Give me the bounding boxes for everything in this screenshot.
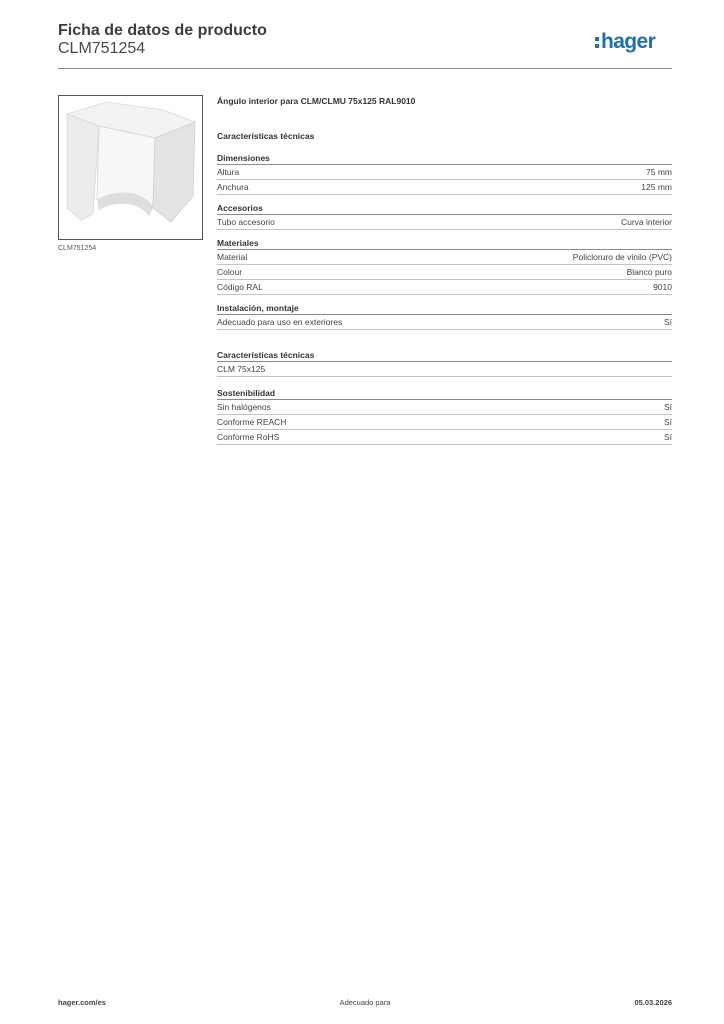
spec-value: Sí [663,417,672,427]
spec-row [217,265,672,280]
footer-website-link[interactable]: hager.com/es [58,998,106,1007]
spec-value: Policloruro de vinilo (PVC) [572,252,672,262]
spec-value: Sí [663,402,672,412]
spec-label: Conforme REACH [217,417,287,427]
spec-row [217,180,672,195]
document-header [58,22,267,58]
spec-row [217,250,672,265]
spec-label: Conforme RoHS [217,432,280,442]
group-accesorios [217,202,672,230]
spec-value: Sí [663,317,672,327]
group-title: Sostenibilidad [217,387,672,400]
group-sostenibilidad [217,387,672,445]
spec-label: Tubo accesorio [217,217,275,227]
group-tecnicas [217,349,672,377]
group-materiales [217,237,672,295]
footer-note: Adecuado para [339,998,391,1007]
group-title: Dimensiones [217,152,672,165]
group-title: Características técnicas [217,349,672,362]
image-caption: CLM751254 [58,245,97,252]
spec-row [217,400,672,415]
spec-row [217,415,672,430]
product-description: Ángulo interior para CLM/CLMU 75x125 RAL9010 [217,96,416,106]
spec-value: 125 mm [641,182,672,192]
spec-label: Colour [217,267,243,277]
group-title: Materiales [217,237,672,250]
group-dimensiones [217,152,672,195]
spec-label: Sin halógenos [217,402,271,412]
spec-value: Sí [663,432,672,442]
group-title: Accesorios [217,202,672,215]
page-title: Ficha de datos de producto [58,22,267,39]
spec-value: 75 mm [646,167,672,177]
hager-logo-icon [594,29,674,55]
product-image [58,95,203,240]
spec-value: 9010 [653,282,672,292]
spec-label: Material [217,252,248,262]
spec-label: CLM 75x125 [217,364,266,374]
spec-row [217,215,672,230]
spec-row [217,165,672,180]
group-instalacion [217,302,672,330]
footer-date: 05.03.2026 [634,998,672,1007]
spec-value: Curva interior [620,217,672,227]
spec-content [217,95,672,452]
product-code: CLM751254 [58,40,146,57]
spec-label: Adecuado para uso en exteriores [217,317,343,327]
section-heading-technical: Características técnicas [217,131,315,141]
spec-row [217,362,672,377]
spec-row [217,430,672,445]
corner-fitting-icon [59,96,202,239]
spec-label: Anchura [217,182,249,192]
brand-text: hager [601,30,656,53]
spec-label: Código RAL [217,282,263,292]
spec-row [217,280,672,295]
spec-label: Altura [217,167,240,177]
spec-row [217,315,672,330]
spec-value: Blanco puro [626,267,672,277]
header-divider [58,68,672,69]
group-title: Instalación, montaje [217,302,672,315]
